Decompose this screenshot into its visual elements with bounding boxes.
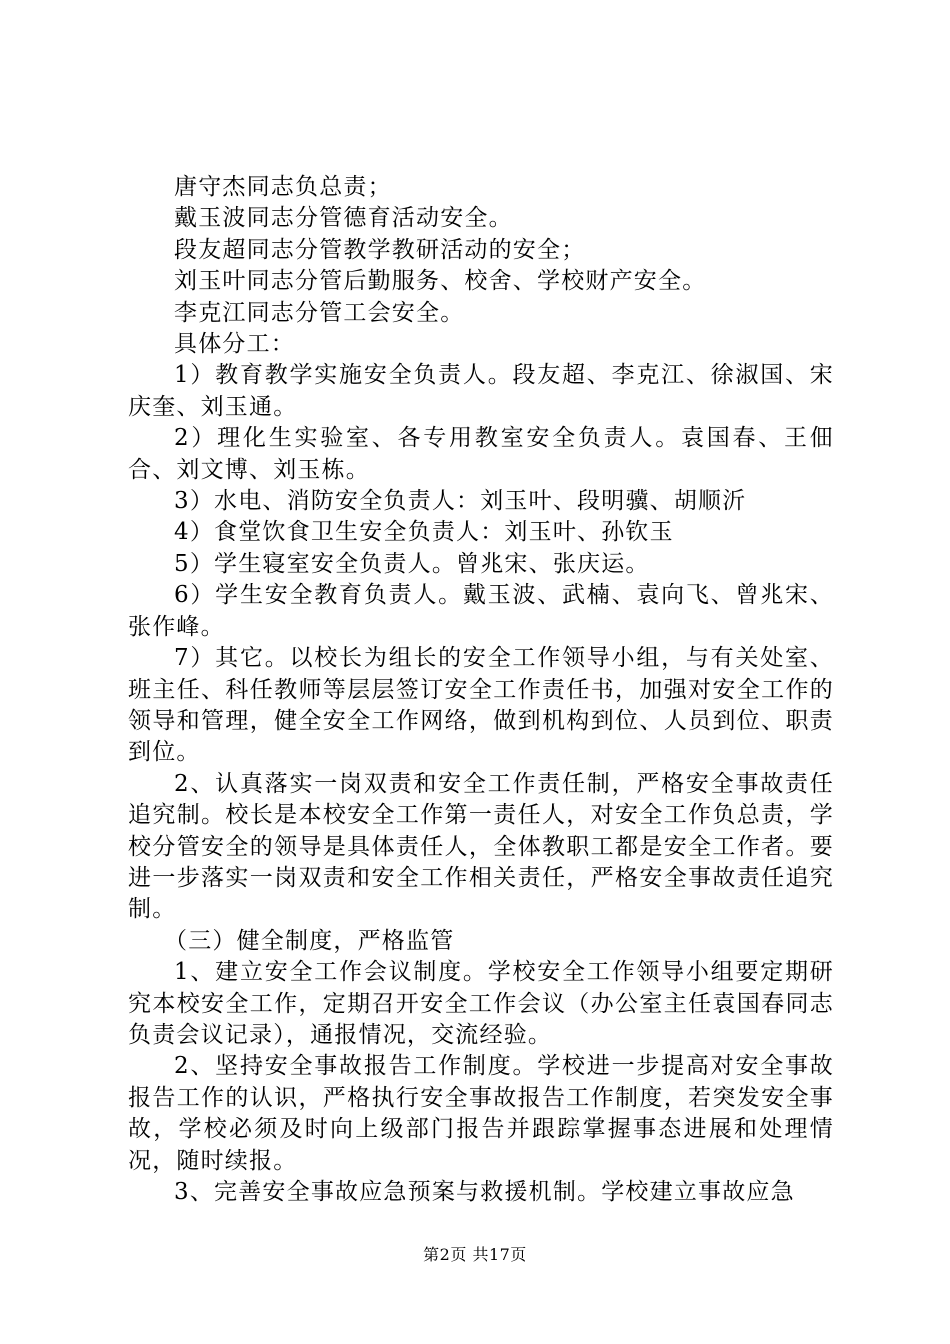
paragraph: 7）其它。以校长为组长的安全工作领导小组，与有关处室、班主任、科任教师等层层签订安全工作责任书，加强对安全工作的领导和管理，健全安全工作网络，做到机构到位、人员到位、职责到位。 xyxy=(128,645,834,766)
paragraph: 段友超同志分管教学教研活动的安全； xyxy=(174,236,586,263)
paragraph: 1、建立安全工作会议制度。学校安全工作领导小组要定期研究本校安全工作，定期召开安全工作会议（办公室主任袁国春同志负责会议记录），通报情况，交流经验。 xyxy=(128,959,834,1048)
paragraph: 3、完善安全事故应急预案与救援机制。学校建立事故应急 xyxy=(174,1179,795,1205)
paragraph: 5）学生寝室安全负责人。曾兆宋、张庆运。 xyxy=(174,550,650,577)
paragraph: 4）食堂饮食卫生安全负责人：刘玉叶、孙钦玉 xyxy=(174,519,674,546)
paragraph: 6）学生安全教育负责人。戴玉波、武楠、袁向飞、曾兆宋、张作峰。 xyxy=(128,582,834,640)
paragraph: 2、认真落实一岗双责和安全工作责任制，严格安全事故责任追究制。校长是本校安全工作第一责任人，对安全工作负总责，学校分管安全的领导是具体责任人，全体教职工都是安全工作者。要进一步落实一岗双责和安全工作相关责任，严格安全事故责任追究制。 xyxy=(128,770,834,923)
paragraph: 具体分工： xyxy=(174,331,295,358)
paragraph: 唐守杰同志负总责； xyxy=(174,174,392,200)
paragraph: 2）理化生实验室、各专用教室安全负责人。袁国春、王佃合、刘文博、刘玉栋。 xyxy=(128,425,834,483)
document-body xyxy=(128,172,834,1208)
paragraph: 戴玉波同志分管德育活动安全。 xyxy=(174,205,513,232)
paragraph: 2、坚持安全事故报告工作制度。学校进一步提高对安全事故报告工作的认识，严格执行安全事故报告工作制度，若突发安全事故，学校必须及时向上级部门报告并跟踪掌握事态进展和处理情况，随时续报。 xyxy=(128,1053,834,1174)
paragraph: 李克江同志分管工会安全。 xyxy=(174,299,465,326)
section-heading: （三）健全制度，严格监管 xyxy=(164,927,455,954)
paragraph: 刘玉叶同志分管后勤服务、校舍、学校财产安全。 xyxy=(174,268,707,295)
page-number-footer: 第2页 共17页 xyxy=(423,1245,527,1264)
paragraph: 1）教育教学实施安全负责人。段友超、李克江、徐淑国、宋庆奎、刘玉通。 xyxy=(128,362,834,420)
paragraph: 3）水电、消防安全负责人：刘玉叶、段明骥、胡顺沂 xyxy=(174,488,747,515)
